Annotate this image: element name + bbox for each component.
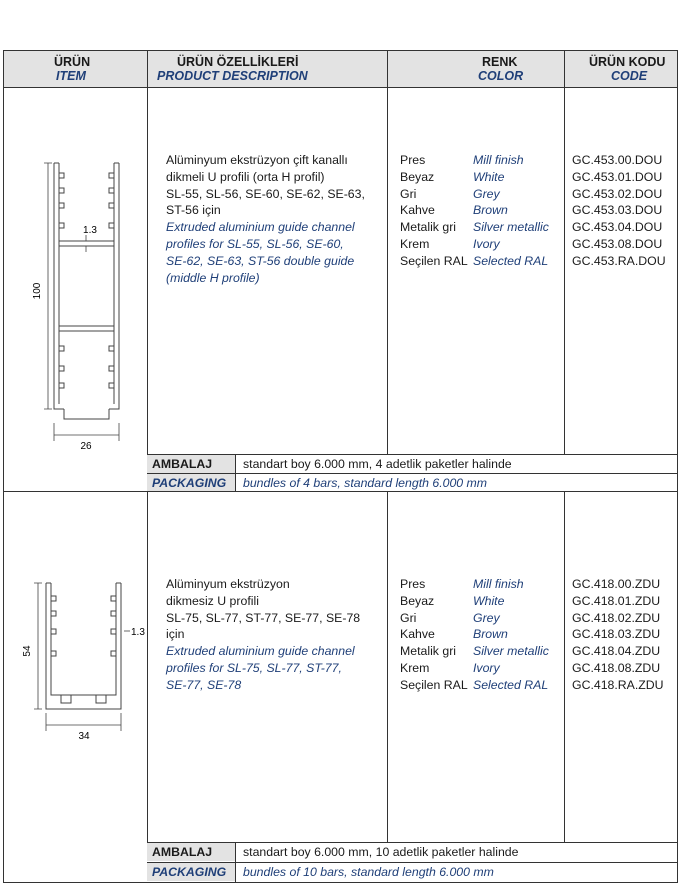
product-code: GC.418.00.ZDU	[572, 577, 661, 591]
product-code: GC.418.02.ZDU	[572, 610, 661, 625]
description-en-line: SE-77, SE-78	[166, 677, 242, 692]
color-row	[400, 186, 560, 203]
product-code: GC.418.01.ZDU	[572, 593, 661, 608]
product-code: GC.453.03.DOU	[572, 203, 663, 218]
header-code	[589, 51, 665, 87]
col-divider	[564, 51, 565, 454]
color-tr: Kahve	[400, 203, 435, 218]
color-row	[400, 593, 560, 610]
color-en: Ivory	[473, 660, 500, 675]
description-en-line: (middle H profile)	[166, 270, 260, 285]
product-code: GC.453.00.DOU	[572, 153, 663, 167]
description-en-line: profiles for SL-55, SL-56, SE-60,	[166, 236, 344, 251]
color-en: Brown	[473, 627, 508, 642]
color-en: Mill finish	[473, 153, 524, 167]
header-code-en: CODE	[611, 69, 648, 83]
color-tr: Kahve	[400, 627, 435, 642]
color-en: White	[473, 593, 505, 608]
header-color-tr: RENK	[482, 55, 518, 69]
dimension-thickness: 1.3	[131, 627, 145, 638]
header-color	[478, 51, 523, 87]
color-row	[400, 610, 560, 627]
description-tr-line: ST-56 için	[166, 203, 221, 218]
color-en: Grey	[473, 186, 500, 201]
packaging-row-en	[147, 474, 677, 492]
color-tr: Seçilen RAL	[400, 253, 468, 268]
header-description	[157, 51, 308, 87]
color-row	[400, 236, 560, 253]
col-divider	[147, 491, 148, 842]
packaging-row-tr	[147, 455, 677, 473]
product-description	[166, 152, 365, 286]
color-tr: Metalik gri	[400, 644, 457, 659]
product-code: GC.418.04.ZDU	[572, 644, 661, 659]
header-item-tr: ÜRÜN	[54, 55, 91, 69]
packaging-text-en: bundles of 10 bars, standard length 6.000 mm	[243, 865, 494, 879]
col-divider	[564, 491, 565, 842]
color-en: Selected RAL	[473, 677, 549, 692]
color-row	[400, 253, 560, 270]
color-en: White	[473, 169, 505, 184]
color-row	[400, 643, 560, 660]
color-tr: Krem	[400, 236, 430, 251]
packaging-row-en	[147, 863, 677, 881]
dimension-width: 34	[78, 731, 90, 742]
table-header	[4, 51, 677, 88]
color-tr: Gri	[400, 186, 417, 201]
header-item	[54, 51, 90, 87]
dimension-width: 26	[80, 441, 92, 452]
description-en-line: profiles for SL-75, SL-77, ST-77,	[166, 660, 342, 675]
packaging-label-tr: AMBALAJ	[147, 455, 235, 473]
product-table	[3, 50, 678, 883]
col-divider	[387, 491, 388, 842]
color-tr: Krem	[400, 660, 430, 675]
product-divider	[4, 491, 677, 492]
color-row	[400, 152, 560, 169]
product-description	[166, 576, 360, 694]
product-code: GC.453.01.DOU	[572, 169, 663, 184]
dimension-height: 100	[32, 282, 43, 300]
color-tr: Beyaz	[400, 593, 435, 608]
dimension-thickness: 1.3	[83, 225, 97, 236]
product-code: GC.453.02.DOU	[572, 186, 663, 201]
packaging-label-en: PACKAGING	[147, 474, 235, 492]
product-code: GC.418.03.ZDU	[572, 627, 661, 642]
description-en-line: Extruded aluminium guide channel	[166, 644, 355, 659]
code-list	[572, 152, 666, 270]
dimension-height: 54	[22, 645, 33, 657]
color-row	[400, 219, 560, 236]
packaging-text-tr: standart boy 6.000 mm, 4 adetlik paketler halinde	[243, 457, 512, 471]
description-tr-line: için	[166, 627, 185, 642]
description-tr-line: SL-75, SL-77, ST-77, SE-77, SE-78	[166, 610, 361, 625]
profile-drawing-u	[16, 571, 146, 741]
code-list	[572, 576, 664, 694]
color-en: Selected RAL	[473, 253, 549, 268]
color-row	[400, 202, 560, 219]
color-en: Brown	[473, 203, 508, 218]
color-row	[400, 576, 560, 593]
description-tr-line: dikmesiz U profili	[166, 593, 259, 608]
description-tr-line: Alüminyum ekstrüzyon	[166, 577, 290, 591]
header-color-en: COLOR	[478, 69, 524, 83]
description-en-line: SE-62, SE-63, ST-56 double guide	[166, 253, 355, 268]
packaging-label-en: PACKAGING	[147, 863, 235, 881]
packaging-label-tr: AMBALAJ	[147, 843, 235, 861]
color-row	[400, 677, 560, 694]
product-code: GC.418.08.ZDU	[572, 660, 661, 675]
product-code: GC.453.RA.DOU	[572, 253, 666, 268]
description-tr-line: dikmeli U profili (orta H profil)	[166, 169, 325, 184]
color-list	[400, 152, 560, 270]
product-code: GC.418.RA.ZDU	[572, 677, 664, 692]
packaging-text-en: bundles of 4 bars, standard length 6.000 mm	[243, 476, 488, 490]
color-tr: Metalik gri	[400, 220, 457, 235]
color-row	[400, 660, 560, 677]
color-row	[400, 626, 560, 643]
description-tr-line: SL-55, SL-56, SE-60, SE-62, SE-63,	[166, 186, 365, 201]
col-divider	[387, 51, 388, 454]
color-tr: Pres	[400, 153, 426, 167]
header-item-en: ITEM	[56, 69, 86, 83]
header-description-tr: ÜRÜN ÖZELLİKLERİ	[177, 55, 299, 69]
product-code: GC.453.08.DOU	[572, 236, 663, 251]
color-en: Silver metallic	[473, 220, 549, 235]
color-row	[400, 169, 560, 186]
description-en-line: Extruded aluminium guide channel	[166, 220, 355, 235]
col-divider	[147, 51, 148, 454]
description-tr-line: Alüminyum ekstrüzyon çift kanallı	[166, 153, 348, 167]
header-description-en: PRODUCT DESCRIPTION	[157, 69, 308, 83]
color-tr: Seçilen RAL	[400, 677, 468, 692]
color-tr: Beyaz	[400, 169, 435, 184]
color-en: Ivory	[473, 236, 500, 251]
product-code: GC.453.04.DOU	[572, 220, 663, 235]
packaging-row-tr	[147, 843, 677, 861]
color-en: Mill finish	[473, 577, 524, 591]
color-en: Grey	[473, 610, 500, 625]
profile-drawing-h	[26, 151, 136, 452]
color-en: Silver metallic	[473, 644, 549, 659]
packaging-text-tr: standart boy 6.000 mm, 10 adetlik paketler halinde	[243, 845, 519, 859]
color-tr: Pres	[400, 577, 426, 591]
color-list	[400, 576, 560, 694]
color-tr: Gri	[400, 610, 417, 625]
header-code-tr: ÜRÜN KODU	[589, 55, 666, 69]
